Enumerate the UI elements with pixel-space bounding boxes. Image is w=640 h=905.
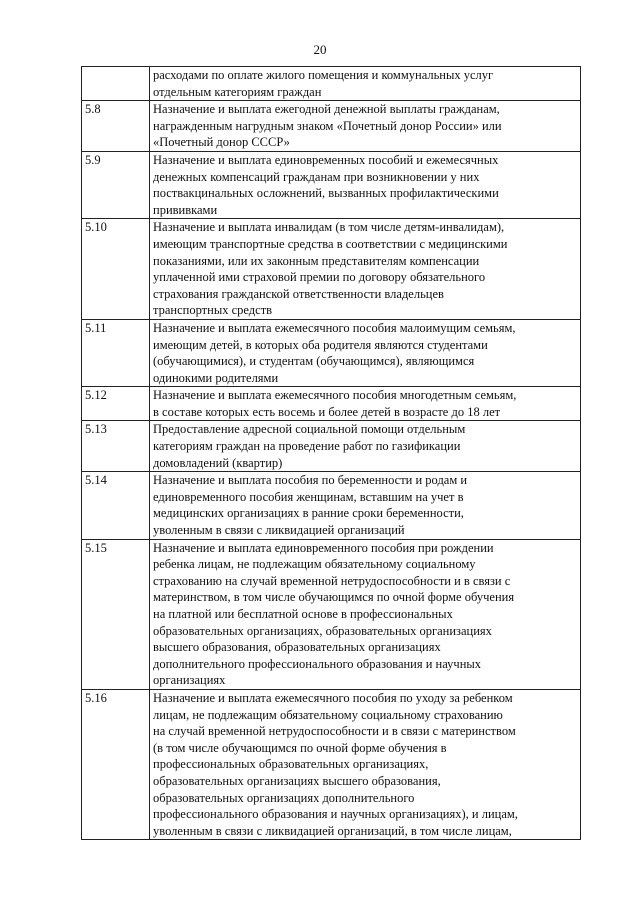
text-line: Предоставление адресной социальной помощи отдельным xyxy=(153,422,466,437)
text-line: единовременного пособия женщинам, вставшим на учет в xyxy=(153,489,464,504)
text-line: Назначение и выплата пособия по беременности и родам и xyxy=(153,473,468,488)
text-line: медицинских организациях в ранние сроки беременности, xyxy=(153,506,464,521)
text-line: организациях xyxy=(153,673,226,688)
text-line: страхованию на случай временной нетрудоспособности и в связи с xyxy=(153,573,511,588)
text-line: уволенным в связи с ликвидацией организаций, в том числе лицам, xyxy=(153,823,512,838)
row-number: 5.9 xyxy=(82,151,150,218)
text-line: в составе которых есть восемь и более детей в возрасте до 18 лет xyxy=(153,404,501,419)
text-line: Назначение и выплата ежемесячного пособия малоимущим семьям, xyxy=(153,320,516,335)
row-description xyxy=(150,151,581,218)
text-line: материнством, в том числе обучающимся по очной форме обучения xyxy=(153,590,515,605)
text-line: имеющим детей, в которых оба родителя являются студентами xyxy=(153,337,488,352)
text-line: профессиональных образовательных организациях, xyxy=(153,757,429,772)
row-description xyxy=(150,539,581,689)
text-line: (обучающимися), и студентам (обучающимся), являющимся xyxy=(153,354,475,369)
text-line: Назначение и выплата единовременного пособия при рождении xyxy=(153,540,494,555)
table-row xyxy=(82,101,581,152)
text-line: денежных компенсаций гражданам при возникновении у них xyxy=(153,169,480,184)
row-number xyxy=(82,67,150,101)
text-line: расходами по оплате жилого помещения и коммунальных услуг xyxy=(153,68,494,82)
text-line: Назначение и выплата инвалидам (в том числе детям-инвалидам), xyxy=(153,220,505,235)
table-row xyxy=(82,151,581,218)
text-line: (в том числе обучающимся по очной форме обучения в xyxy=(153,740,447,755)
text-line: профессионального образования и научных организациях), и лицам, xyxy=(153,807,518,822)
text-line: страхования гражданской ответственности владельцев xyxy=(153,286,444,301)
text-line: лицам, не подлежащим обязательному социальному страхованию xyxy=(153,707,503,722)
services-table xyxy=(81,66,581,840)
text-line: на случай временной нетрудоспособности и в связи с материнством xyxy=(153,724,516,739)
text-line: уволенным в связи с ликвидацией организаций xyxy=(153,523,405,538)
table-row xyxy=(82,219,581,320)
table-row xyxy=(82,689,581,839)
text-line: одинокими родителями xyxy=(153,370,279,385)
row-description xyxy=(150,387,581,421)
table-row xyxy=(82,539,581,689)
text-line: поствакцинальных осложнений, вызванных профилактическими xyxy=(153,186,499,201)
row-number: 5.11 xyxy=(82,319,150,386)
row-number: 5.13 xyxy=(82,421,150,472)
text-line: награжденным нагрудным знаком «Почетный донор России» или xyxy=(153,118,502,133)
row-number: 5.16 xyxy=(82,689,150,839)
row-description xyxy=(150,689,581,839)
row-description xyxy=(150,219,581,320)
row-number: 5.8 xyxy=(82,101,150,152)
table-row xyxy=(82,67,581,101)
row-number: 5.15 xyxy=(82,539,150,689)
text-line: отдельным категориям граждан xyxy=(153,84,322,99)
text-line: домовладений (квартир) xyxy=(153,455,283,470)
table-row xyxy=(82,472,581,539)
text-line: на платной или бесплатной основе в профессиональных xyxy=(153,607,453,621)
row-description xyxy=(150,421,581,472)
row-description xyxy=(150,472,581,539)
text-line: показаниями, или их законным представителям компенсации xyxy=(153,253,480,268)
row-description xyxy=(150,319,581,386)
row-number: 5.10 xyxy=(82,219,150,320)
row-description xyxy=(150,67,581,101)
text-line: образовательных организациях, образовательных организациях xyxy=(153,623,492,638)
text-line: образовательных организациях высшего образования, xyxy=(153,773,441,788)
text-line: образовательных организациях дополнительного xyxy=(153,790,415,805)
text-line: Назначение и выплата ежегодной денежной выплаты гражданам, xyxy=(153,102,500,117)
text-line: категориям граждан на проведение работ по газификации xyxy=(153,439,461,454)
text-line: высшего образования, образовательных организациях xyxy=(153,640,441,655)
text-line: «Почетный донор СССР» xyxy=(153,135,290,150)
row-description xyxy=(150,101,581,152)
text-line: Назначение и выплата единовременных пособий и ежемесячных xyxy=(153,152,499,167)
row-number: 5.12 xyxy=(82,387,150,421)
text-line: уплаченной ими страховой премии по договору обязательного xyxy=(153,270,486,285)
text-line: Назначение и выплата ежемесячного пособия многодетным семьям, xyxy=(153,388,517,403)
text-line: прививками xyxy=(153,202,218,217)
text-line: дополнительного профессионального образования и научных xyxy=(153,656,482,671)
text-line: транспортных средств xyxy=(153,303,273,318)
text-line: имеющим транспортные средства в соответствии с медицинскими xyxy=(153,236,508,251)
table-row xyxy=(82,421,581,472)
row-number: 5.14 xyxy=(82,472,150,539)
text-line: Назначение и выплата ежемесячного пособия по уходу за ребенком xyxy=(153,690,513,705)
text-line: ребенка лицам, не подлежащим обязательному социальному xyxy=(153,557,476,572)
table-row xyxy=(82,387,581,421)
table-row xyxy=(82,319,581,386)
page-number: 20 xyxy=(313,42,327,57)
